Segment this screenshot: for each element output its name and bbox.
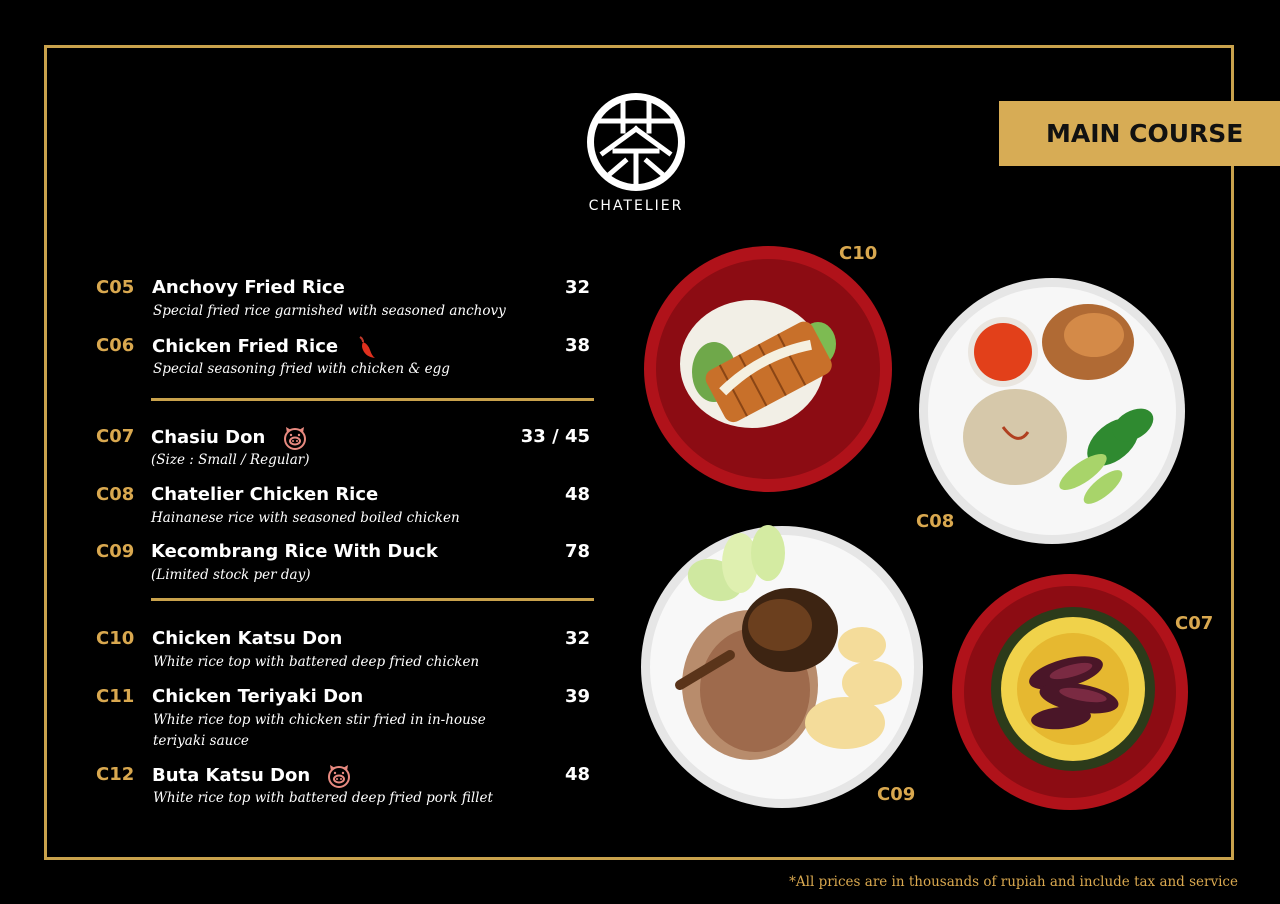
dish-photo-c10 xyxy=(642,244,894,494)
item-code: C06 xyxy=(96,335,135,356)
item-price: 38 xyxy=(564,335,590,356)
dish-label: C09 xyxy=(877,784,916,805)
item-price: 48 xyxy=(564,484,590,505)
item-code: C12 xyxy=(96,764,135,785)
pig-icon xyxy=(326,764,352,788)
dish-photo-c08 xyxy=(918,277,1186,545)
item-desc: (Size : Small / Regular) xyxy=(151,452,310,468)
item-price: 39 xyxy=(564,686,590,707)
item-name: Chicken Teriyaki Don xyxy=(152,686,364,707)
item-price: 32 xyxy=(564,277,590,298)
item-desc: (Limited stock per day) xyxy=(151,567,311,583)
tea-glyph-logo xyxy=(585,91,687,193)
item-name: Kecombrang Rice With Duck xyxy=(151,541,438,562)
item-desc: Special seasoning fried with chicken & egg xyxy=(153,361,450,377)
dish-photo-c09 xyxy=(640,525,924,809)
brand-name: CHATELIER xyxy=(588,198,684,214)
item-name: Chicken Katsu Don xyxy=(152,628,343,649)
item-name: Chasiu Don xyxy=(151,427,266,448)
item-price: 48 xyxy=(564,764,590,785)
item-price: 33 / 45 xyxy=(520,426,590,447)
item-desc: Special fried rice garnished with seasoned anchovy xyxy=(153,303,506,319)
item-name: Chicken Fried Rice xyxy=(152,336,339,357)
section-badge: MAIN COURSE xyxy=(999,101,1280,166)
dish-label: C07 xyxy=(1175,613,1214,634)
chili-icon xyxy=(354,335,376,359)
item-name-row xyxy=(152,764,352,788)
dish-label: C10 xyxy=(839,243,878,264)
item-code: C10 xyxy=(96,628,135,649)
item-desc: White rice top with chicken stir fried in in-house teriyaki sauce xyxy=(153,712,486,749)
item-code: C11 xyxy=(96,686,135,707)
item-desc: Hainanese rice with seasoned boiled chicken xyxy=(151,510,460,526)
item-desc: White rice top with battered deep fried chicken xyxy=(153,654,480,670)
divider xyxy=(151,398,594,401)
item-price: 32 xyxy=(564,628,590,649)
item-name: Buta Katsu Don xyxy=(152,765,311,786)
item-code: C08 xyxy=(96,484,135,505)
item-code: C07 xyxy=(96,426,135,447)
item-name-row xyxy=(151,426,308,450)
price-footnote: *All prices are in thousands of rupiah and include tax and service xyxy=(789,874,1238,890)
item-name-row xyxy=(152,335,376,359)
item-code: C05 xyxy=(96,277,135,298)
pig-icon xyxy=(282,426,308,450)
dish-photo-c07 xyxy=(951,573,1189,811)
dish-label: C08 xyxy=(916,511,955,532)
item-desc: White rice top with battered deep fried pork fillet xyxy=(153,790,493,806)
item-name: Anchovy Fried Rice xyxy=(152,277,345,298)
item-name: Chatelier Chicken Rice xyxy=(151,484,379,505)
divider xyxy=(151,598,594,601)
item-price: 78 xyxy=(564,541,590,562)
item-code: C09 xyxy=(96,541,135,562)
